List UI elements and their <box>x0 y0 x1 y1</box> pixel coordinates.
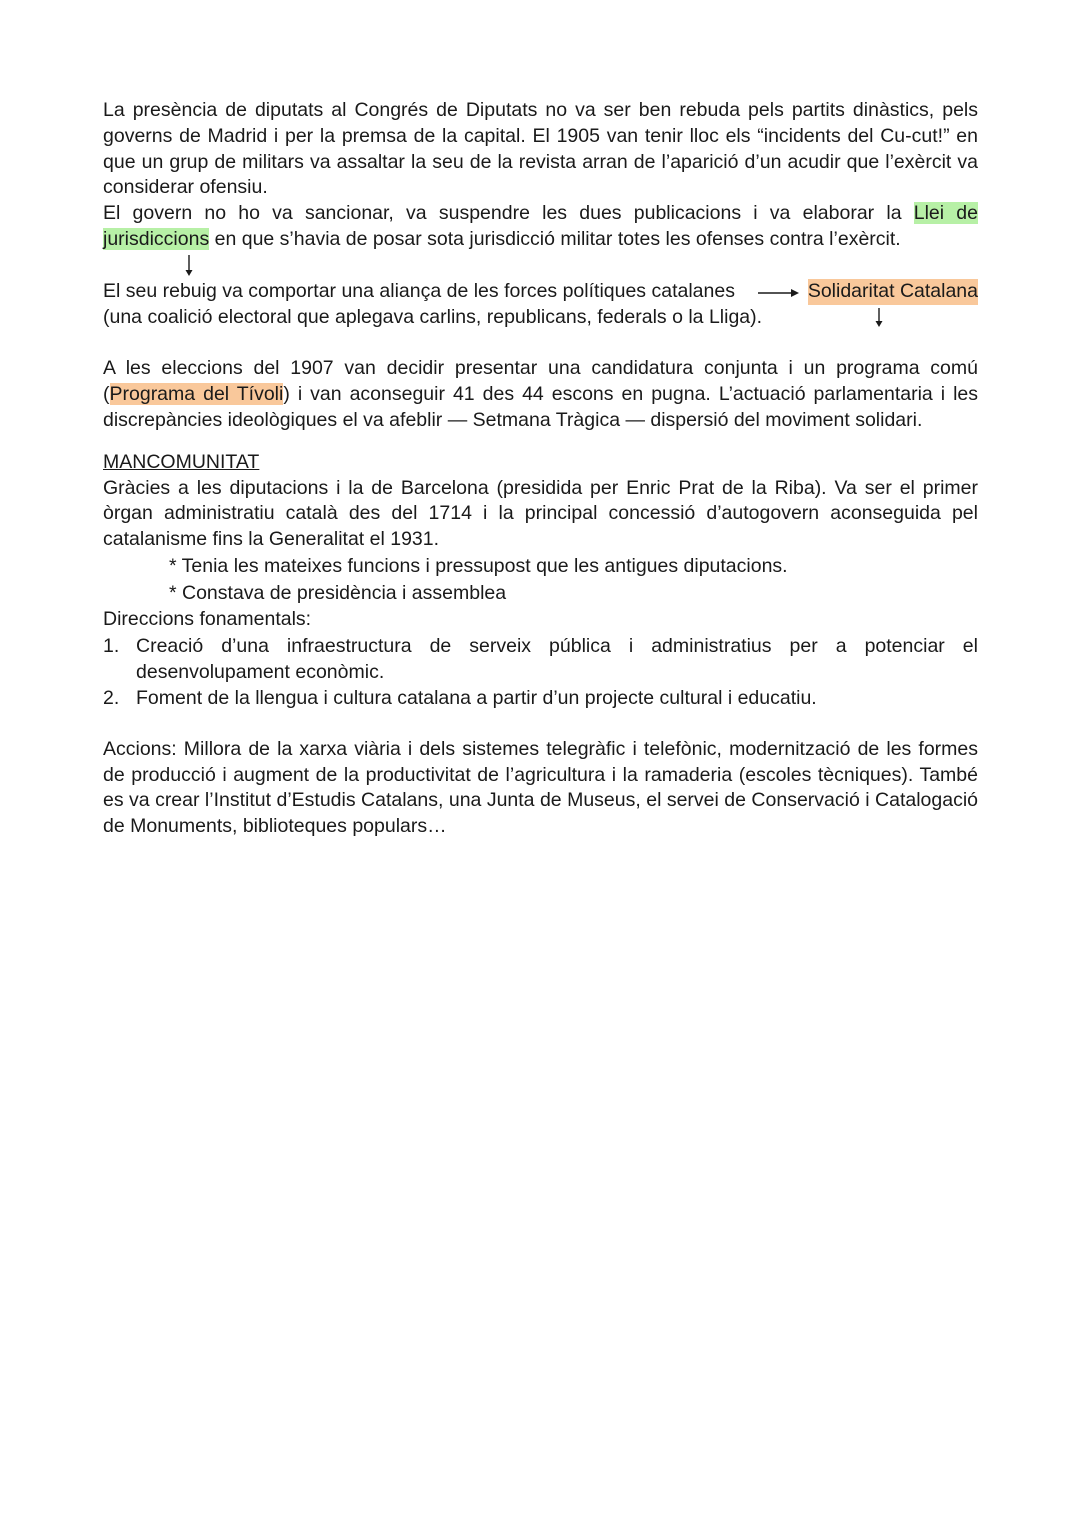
solidaritat-line-1 <box>103 279 978 305</box>
highlight-programa-tivoli: Programa del Tívoli <box>109 383 284 406</box>
arrow-down-icon <box>874 308 884 330</box>
paragraph-solidaritat <box>103 279 978 331</box>
spacer <box>103 330 978 356</box>
directions-list <box>103 633 978 711</box>
arrow-row-1 <box>103 253 978 279</box>
paragraph-cucut: La presència de diputats al Congrés de Diputats no va ser ben rebuda pels partits dinàstics, pels governs de Madrid i per la premsa de la capital. El 1905 van tenir lloc els “incidents del Cu-cut!” en que un grup de militars va assaltar la seu de la revista arran de l’aparició d’un acudir que l’exèrcit va considerar ofensiu. <box>103 99 978 199</box>
highlight-llei-jurisdiccions: Llei de jurisdiccions <box>103 202 978 250</box>
list-item-number: 2. <box>103 686 120 709</box>
list-item-text: Creació d’una infraestructura de serveix pública i administratius per a potenciar el desenvolupament econòmic. <box>136 634 978 683</box>
list-item-text: Foment de la llengua i cultura catalana a partir d’un projecte cultural i educatiu. <box>136 686 817 709</box>
list-item <box>103 685 978 711</box>
paragraph-eleccions <box>103 356 978 433</box>
paragraph-llei <box>103 201 978 253</box>
solidaritat-line-2: (una coalició electoral que aplegava carlins, republicans, federals o la Lliga). <box>103 305 763 328</box>
paragraph-accions: Accions: Millora de la xarxa viària i dels sistemes telegràfic i telefònic, modernització de les formes de producció i augment de la productivitat de l’agricultura i la ramaderia (escoles tècniques). També es va crear l’Institut d’Estudis Catalans, una Junta de Museus, el servei de Conservació i Catalogació de Monuments, biblioteques populars… <box>103 737 978 838</box>
list-item-number: 1. <box>103 634 120 657</box>
list-item <box>103 633 978 685</box>
section-intro: Gràcies a les diputacions i la de Barcelona (presidida per Enric Prat de la Riba). Va ser el primer òrgan administratiu català des del 1714 i la principal concessió d’autogovern aconseguida pel catalanisme fins la Generalitat el 1931. <box>103 476 978 551</box>
bullet-item: * Constava de presidència i assemblea <box>169 581 507 604</box>
spacer <box>103 711 978 737</box>
highlight-solidaritat-catalana: Solidaritat Catalana <box>808 279 978 305</box>
spacer <box>103 434 978 450</box>
paragraph-llei-before: El govern no ho va sancionar, va suspendre les dues publicacions i va elaborar la <box>103 202 914 225</box>
solidaritat-line-1-text: El seu rebuig va comportar una aliança de les forces polítiques catalanes <box>103 279 735 302</box>
section-heading: MANCOMUNITAT <box>103 450 260 473</box>
arrow-right-icon <box>758 287 800 299</box>
paragraph-llei-after: en que s’havia de posar sota jurisdicció militar totes les ofenses contra l’exèrcit. <box>209 227 901 250</box>
bullet-item: * Tenia les mateixes funcions i pressupost que les antigues diputacions. <box>169 554 788 577</box>
arrow-down-icon <box>184 255 194 277</box>
paragraph-eleccions-after: ) i van aconseguir 41 des 44 escons en pugna. L’actuació parlamentaria i les discrepàncies ideològiques el va afeblir — Setmana Tràgica — dispersió del moviment solidari. <box>103 383 979 431</box>
paragraph-eleccions-before: A les eleccions del 1907 van decidir presentar una candidatura conjunta i un programa comú ( <box>103 357 978 406</box>
directions-label: Direccions fonamentals: <box>103 607 312 630</box>
document-page <box>103 98 978 840</box>
